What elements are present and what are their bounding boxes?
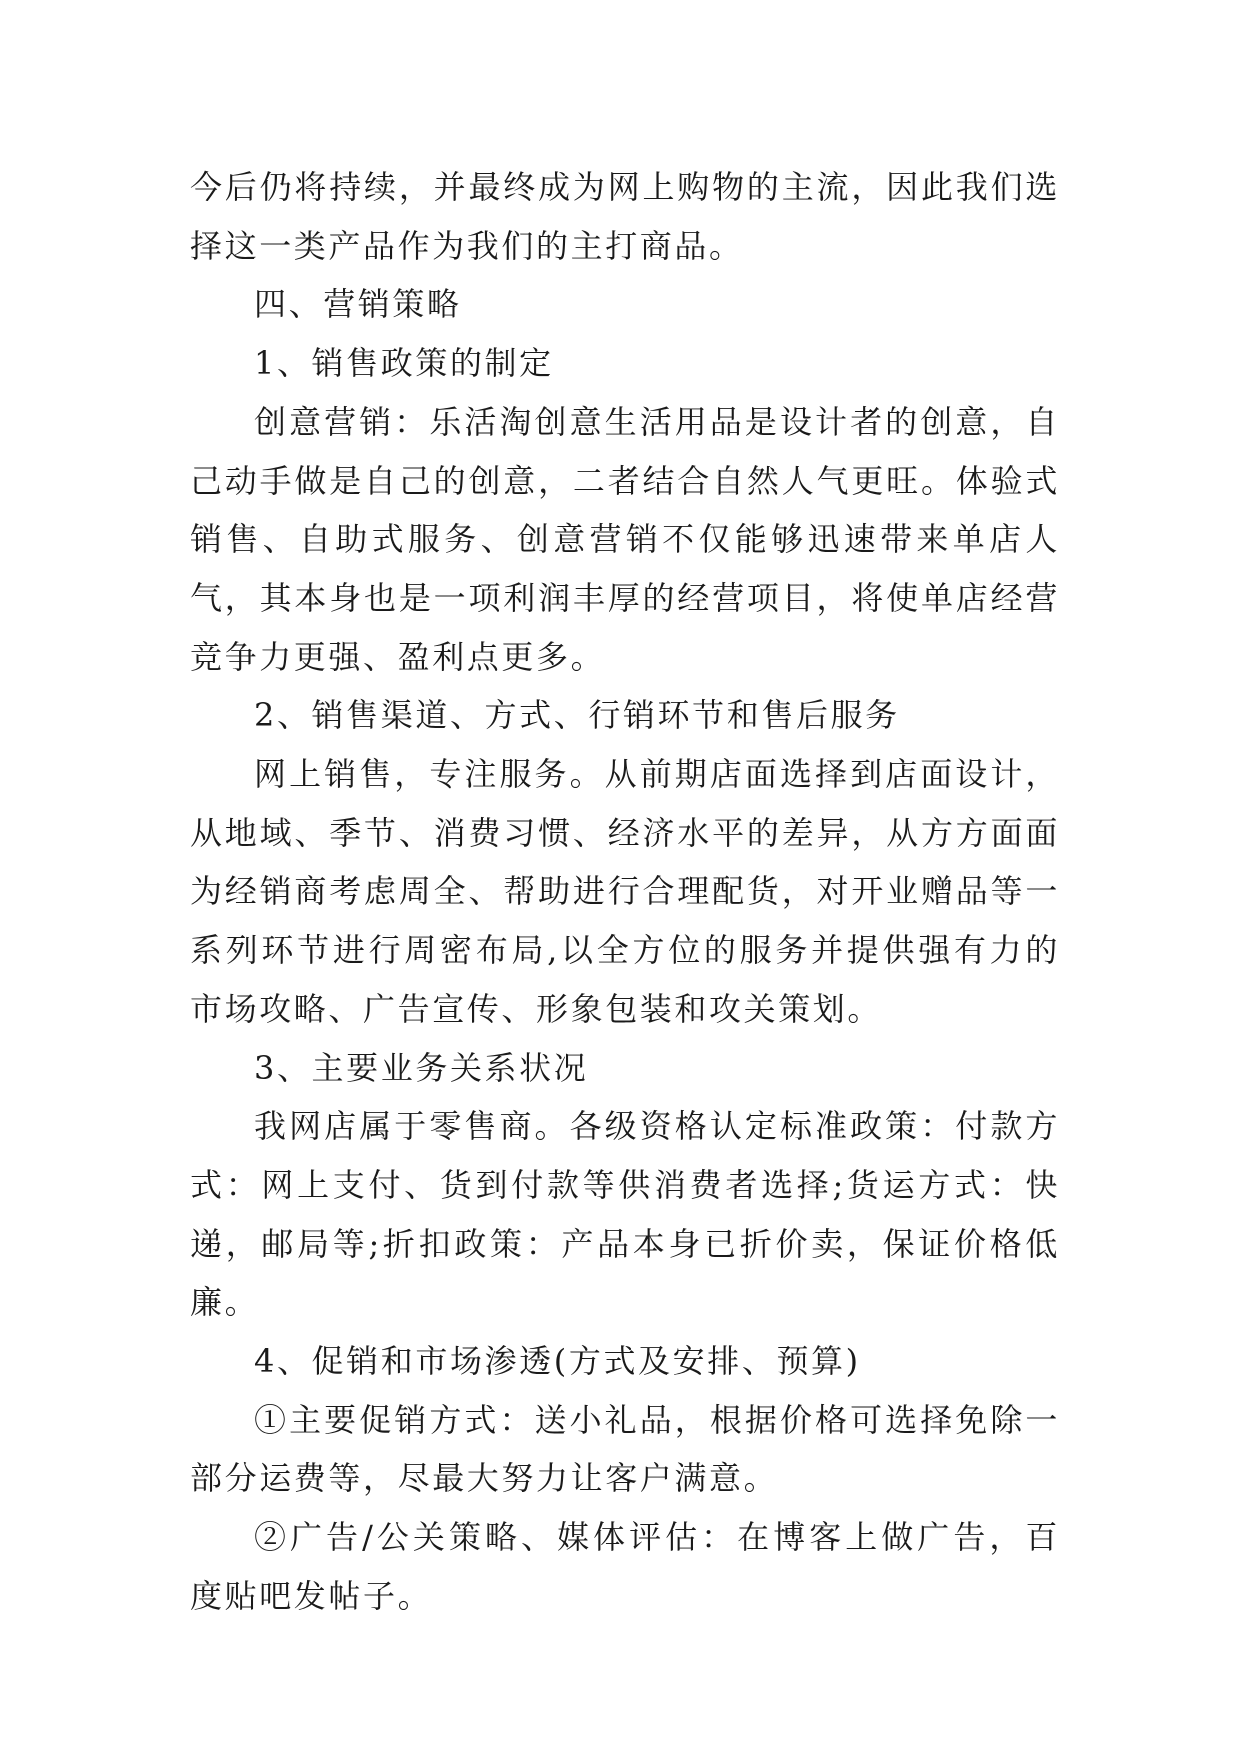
subheading-business-relations: 3、主要业务关系状况 [254, 1048, 589, 1087]
paragraph-online-sales: 网上销售，专注服务。从前期店面选择到店面设计，从地域、季节、消费习惯、经济水平的差异，从方方面面为经销商考虑周全、帮助进行合理配货，对开业赠品等一系列环节进行周密布局,以全方位的服务并提供强有力的市场攻略、广告宣传、形象包装和攻关策划。 [190, 755, 1060, 1028]
paragraph-retailer-policy: 我网店属于零售商。各级资格认定标准政策：付款方式：网上支付、货到付款等供消费者选择;货运方式：快递，邮局等;折扣政策：产品本身已折价卖，保证价格低廉。 [190, 1107, 1060, 1322]
paragraph-continuation: 今后仍将持续，并最终成为网上购物的主流，因此我们选择这一类产品作为我们的主打商品。 [190, 168, 1060, 265]
subheading-promotion: 4、促销和市场渗透(方式及安排、预算) [254, 1342, 861, 1381]
paragraph-promotion-methods: ①主要促销方式：送小礼品，根据价格可选择免除一部分运费等，尽最大努力让客户满意。 [190, 1400, 1060, 1498]
paragraph-advertising-strategy: ②广告/公关策略、媒体评估：在博客上做广告，百度贴吧发帖子。 [190, 1518, 1060, 1615]
paragraph-creative-marketing: 创意营销：乐活淘创意生活用品是设计者的创意，自己动手做是自己的创意，二者结合自然人气更旺。体验式销售、自助式服务、创意营销不仅能够迅速带来单店人气，其本身也是一项利润丰厚的经营项目，将使单店经营竞争力更强、盈利点更多。 [190, 402, 1060, 676]
subheading-sales-policy: 1、销售政策的制定 [254, 344, 554, 383]
section-heading-marketing-strategy: 四、营销策略 [254, 285, 462, 324]
subheading-sales-channels: 2、销售渠道、方式、行销环节和售后服务 [254, 696, 900, 735]
document-body [190, 158, 1060, 1626]
